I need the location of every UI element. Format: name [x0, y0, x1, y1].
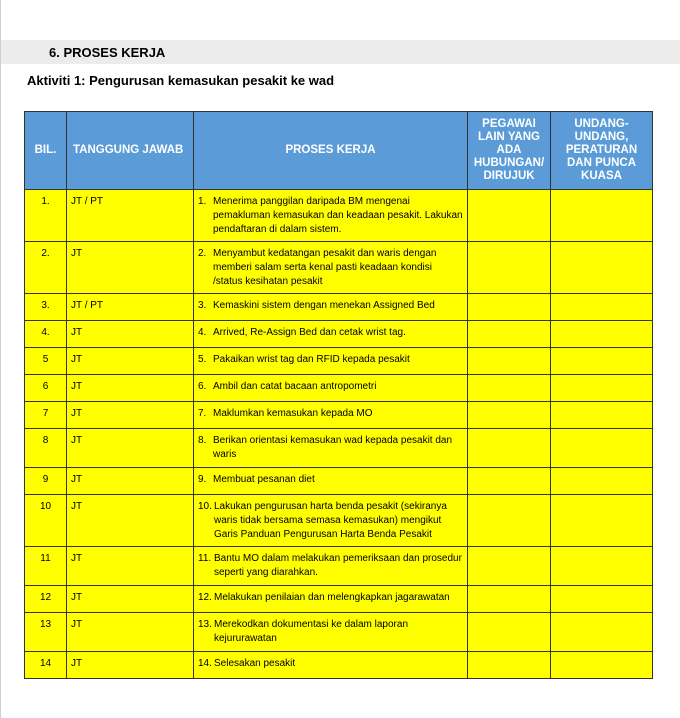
cell-pegawai — [468, 242, 551, 294]
step-number: 7. — [198, 408, 207, 419]
cell-undang-undang — [551, 242, 653, 294]
cell-pegawai — [468, 547, 551, 586]
cell-undang-undang — [551, 375, 653, 402]
cell-undang-undang — [551, 348, 653, 375]
step-text: Berikan orientasi kemasukan wad kepada pesakit dan waris — [213, 435, 453, 460]
cell-proses-kerja — [194, 348, 468, 375]
table-row — [25, 348, 653, 375]
cell-tanggung-jawab: JT — [67, 586, 194, 613]
cell-pegawai — [468, 348, 551, 375]
table-row — [25, 242, 653, 294]
cell-bil: 11 — [25, 547, 67, 586]
table-row — [25, 375, 653, 402]
cell-proses-kerja — [194, 468, 468, 495]
cell-tanggung-jawab: JT — [67, 429, 194, 468]
cell-proses-kerja — [194, 402, 468, 429]
cell-undang-undang — [551, 586, 653, 613]
cell-undang-undang — [551, 402, 653, 429]
cell-undang-undang — [551, 652, 653, 679]
header-undang-undang: UNDANG-UNDANG, PERATURAN DAN PUNCA KUASA — [551, 112, 653, 190]
step-text: Menerima panggilan daripada BM mengenai pemakluman kemasukan dan keadaan pesakit. Lakukan pendaftaran di dalam sistem. — [213, 196, 463, 235]
cell-undang-undang — [551, 547, 653, 586]
page-edge — [0, 0, 1, 718]
cell-tanggung-jawab: JT — [67, 242, 194, 294]
step-number: 6. — [198, 381, 207, 392]
cell-proses-kerja — [194, 547, 468, 586]
cell-undang-undang — [551, 190, 653, 242]
step-text: Melakukan penilaian dan melengkapkan jagarawatan — [214, 592, 450, 603]
header-proses-kerja: PROSES KERJA — [194, 112, 468, 190]
cell-pegawai — [468, 375, 551, 402]
step-number: 8. — [198, 435, 207, 446]
table-row — [25, 294, 653, 321]
cell-bil: 1. — [25, 190, 67, 242]
step-number: 12. — [198, 592, 212, 603]
cell-bil: 13 — [25, 613, 67, 652]
cell-tanggung-jawab: JT — [67, 375, 194, 402]
step-text: Membuat pesanan diet — [213, 474, 315, 485]
table-row — [25, 429, 653, 468]
cell-undang-undang — [551, 429, 653, 468]
step-text: Arrived, Re-Assign Bed dan cetak wrist tag. — [213, 327, 406, 338]
cell-bil: 7 — [25, 402, 67, 429]
step-number: 4. — [198, 327, 207, 338]
cell-proses-kerja — [194, 652, 468, 679]
cell-pegawai — [468, 613, 551, 652]
step-number: 5. — [198, 354, 207, 365]
cell-proses-kerja — [194, 375, 468, 402]
cell-tanggung-jawab: JT — [67, 468, 194, 495]
cell-bil: 2. — [25, 242, 67, 294]
cell-pegawai — [468, 402, 551, 429]
cell-bil: 12 — [25, 586, 67, 613]
step-number: 2. — [198, 248, 207, 259]
table-row — [25, 321, 653, 348]
step-text: Pakaikan wrist tag dan RFID kepada pesakit — [213, 354, 410, 365]
cell-tanggung-jawab: JT — [67, 321, 194, 348]
section-title: 6. PROSES KERJA — [49, 45, 166, 60]
cell-pegawai — [468, 652, 551, 679]
cell-bil: 5 — [25, 348, 67, 375]
cell-bil: 4. — [25, 321, 67, 348]
cell-pegawai — [468, 586, 551, 613]
step-number: 10. — [198, 501, 212, 512]
cell-tanggung-jawab: JT — [67, 495, 194, 547]
cell-proses-kerja — [194, 242, 468, 294]
step-text: Lakukan pengurusan harta benda pesakit (sekiranya waris tidak bersama semasa kemasukan) mengikut Garis Panduan Pengurusan Harta Benda Pesakit — [214, 501, 447, 540]
step-text: Merekodkan dokumentasi ke dalam laporan kejururawatan — [214, 619, 408, 644]
table-row — [25, 495, 653, 547]
table-row — [25, 547, 653, 586]
cell-pegawai — [468, 495, 551, 547]
table-row — [25, 468, 653, 495]
cell-tanggung-jawab: JT / PT — [67, 294, 194, 321]
process-table — [24, 111, 653, 679]
cell-bil: 6 — [25, 375, 67, 402]
cell-undang-undang — [551, 613, 653, 652]
step-text: Menyambut kedatangan pesakit dan waris dengan memberi salam serta kenal pasti keadaan kondisi /status kesihatan pesakit — [213, 248, 437, 287]
table-row — [25, 613, 653, 652]
cell-bil: 3. — [25, 294, 67, 321]
cell-undang-undang — [551, 321, 653, 348]
cell-undang-undang — [551, 495, 653, 547]
cell-proses-kerja — [194, 190, 468, 242]
step-text: Bantu MO dalam melakukan pemeriksaan dan prosedur seperti yang diarahkan. — [214, 553, 462, 578]
cell-pegawai — [468, 190, 551, 242]
step-number: 11. — [198, 553, 212, 564]
cell-tanggung-jawab: JT — [67, 348, 194, 375]
header-tanggung-jawab: TANGGUNG JAWAB — [67, 112, 194, 190]
table-row — [25, 402, 653, 429]
cell-proses-kerja — [194, 495, 468, 547]
cell-pegawai — [468, 321, 551, 348]
table-row — [25, 586, 653, 613]
step-number: 1. — [198, 196, 207, 207]
step-text: Ambil dan catat bacaan antropometri — [213, 381, 377, 392]
cell-tanggung-jawab: JT — [67, 402, 194, 429]
cell-proses-kerja — [194, 429, 468, 468]
step-number: 13. — [198, 619, 212, 630]
activity-title: Aktiviti 1: Pengurusan kemasukan pesakit ke wad — [27, 73, 335, 88]
table-row — [25, 652, 653, 679]
step-text: Maklumkan kemasukan kepada MO — [213, 408, 373, 419]
step-number: 3. — [198, 300, 207, 311]
cell-undang-undang — [551, 294, 653, 321]
cell-tanggung-jawab: JT — [67, 547, 194, 586]
cell-tanggung-jawab: JT / PT — [67, 190, 194, 242]
cell-tanggung-jawab: JT — [67, 652, 194, 679]
cell-pegawai — [468, 468, 551, 495]
cell-bil: 10 — [25, 495, 67, 547]
cell-bil: 14 — [25, 652, 67, 679]
cell-tanggung-jawab: JT — [67, 613, 194, 652]
cell-bil: 8 — [25, 429, 67, 468]
cell-proses-kerja — [194, 586, 468, 613]
cell-proses-kerja — [194, 294, 468, 321]
cell-bil: 9 — [25, 468, 67, 495]
cell-undang-undang — [551, 468, 653, 495]
step-text: Kemaskini sistem dengan menekan Assigned Bed — [213, 300, 435, 311]
table-header-row — [25, 112, 653, 190]
header-bil: BIL. — [25, 112, 67, 190]
step-text: Selesakan pesakit — [214, 658, 296, 669]
cell-proses-kerja — [194, 613, 468, 652]
cell-pegawai — [468, 294, 551, 321]
table-row — [25, 190, 653, 242]
step-number: 9. — [198, 474, 207, 485]
step-number: 14. — [198, 658, 212, 669]
cell-proses-kerja — [194, 321, 468, 348]
header-pegawai: PEGAWAI LAIN YANG ADA HUBUNGAN/ DIRUJUK — [468, 112, 551, 190]
cell-pegawai — [468, 429, 551, 468]
